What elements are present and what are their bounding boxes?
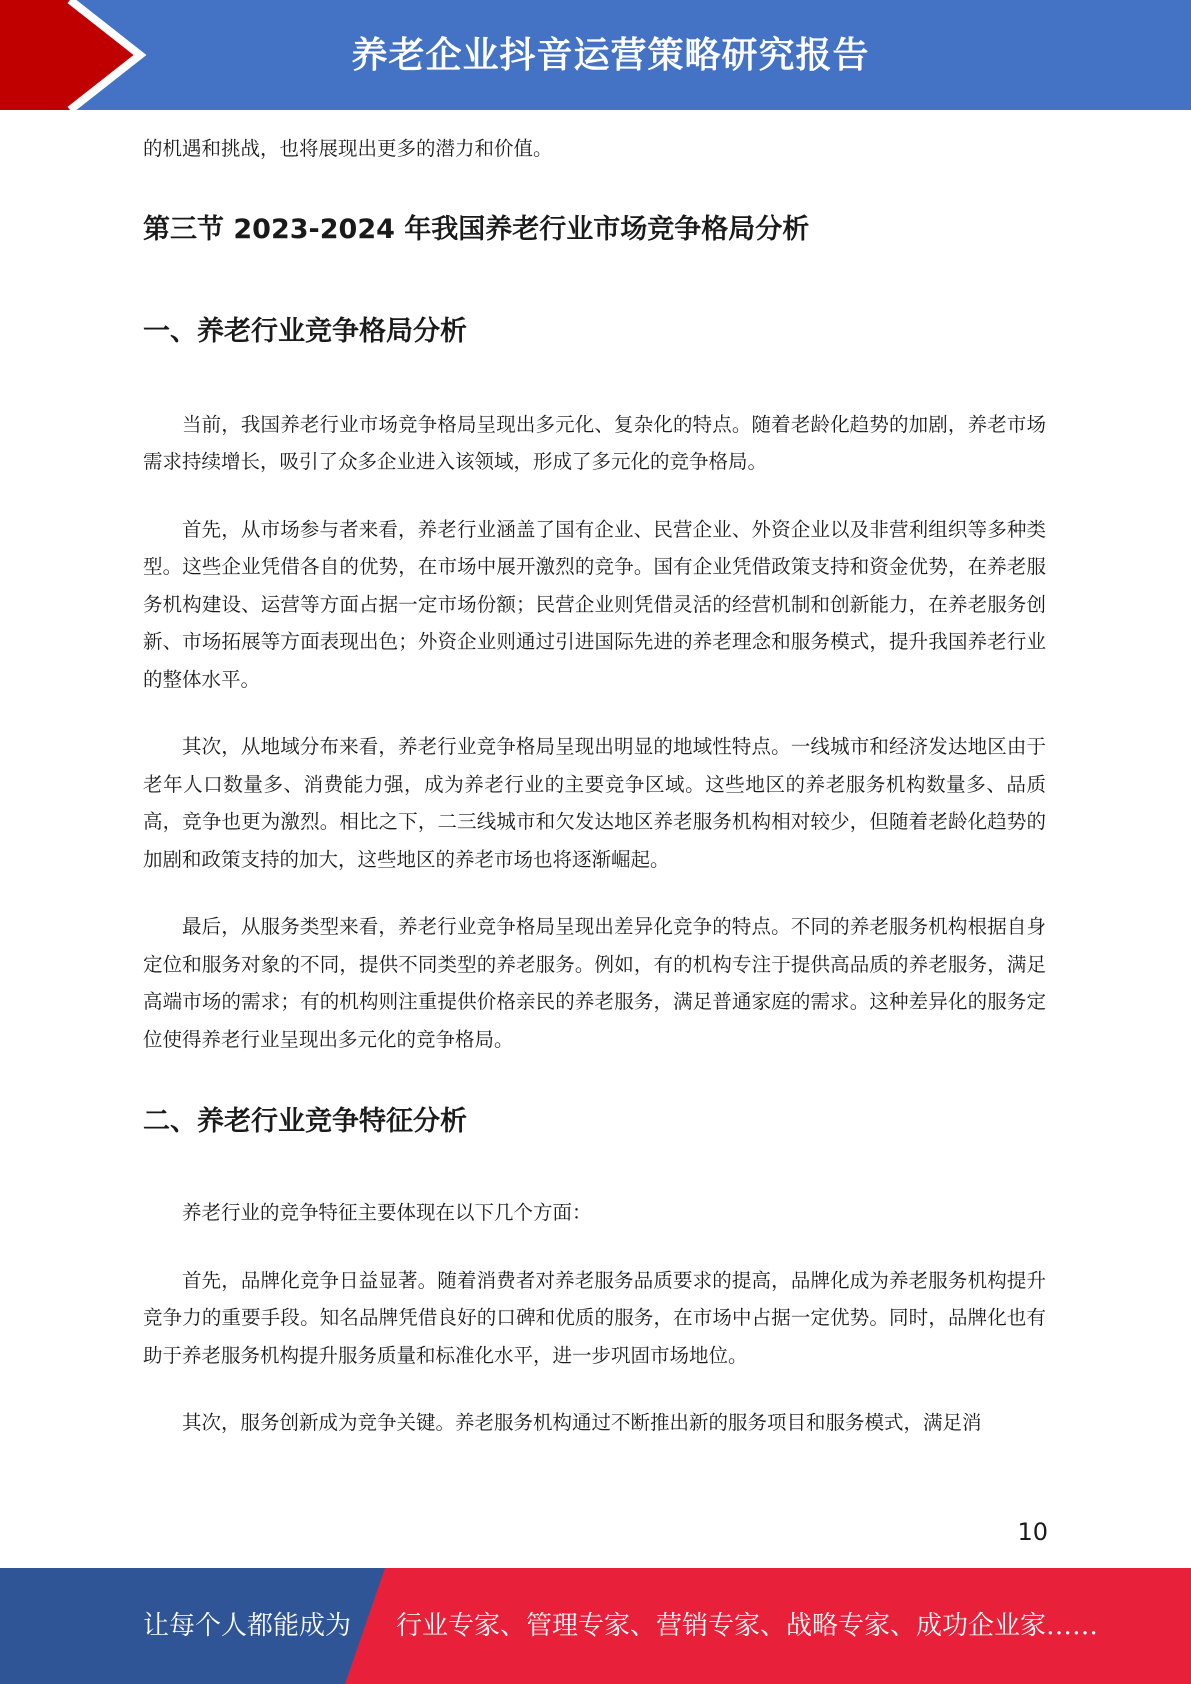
paragraph: 首先，品牌化竞争日益显著。随着消费者对养老服务品质要求的提高，品牌化成为养老服务机构提升竞争力的重要手段。知名品牌凭借良好的口碑和优质的服务，在市场中占据一定优势。同时，品牌化也有助于养老服务机构提升服务质量和标准化水平，进一步巩固市场地位。 xyxy=(143,1268,1046,1367)
page-header xyxy=(0,0,1191,110)
page-footer xyxy=(0,1568,1191,1684)
paragraph: 其次，从地域分布来看，养老行业竞争格局呈现出明显的地域性特点。一线城市和经济发达地区由于老年人口数量多、消费能力强，成为养老行业的主要竞争区域。这些地区的养老服务机构数量多、品质高，竞争也更为激烈。相比之下，二三线城市和欠发达地区养老服务机构相对较少，但随着老龄化趋势的加剧和政策支持的加大，这些地区的养老市场也将逐渐崛起。 xyxy=(143,735,1046,871)
heading-competition-landscape: 一、养老行业竞争格局分析 xyxy=(143,315,467,347)
page-content xyxy=(143,130,1046,1442)
paragraph: 首先，从市场参与者来看，养老行业涵盖了国有企业、民营企业、外资企业以及非营利组织等多种类型。这些企业凭借各自的优势，在市场中展开激烈的竞争。国有企业凭借政策支持和资金优势，在养老服务机构建设、运营等方面占据一定市场份额；民营企业则凭借灵活的经营机制和创新能力，在养老服务创新、市场拓展等方面表现出色；外资企业则通过引进国际先进的养老理念和服务模式，提升我国养老行业的整体水平。 xyxy=(143,517,1046,691)
paragraph: 最后，从服务类型来看，养老行业竞争格局呈现出差异化竞争的特点。不同的养老服务机构根据自身定位和服务对象的不同，提供不同类型的养老服务。例如，有的机构专注于提供高品质的养老服务，满足高端市场的需求；有的机构则注重提供价格亲民的养老服务，满足普通家庭的需求。这种差异化的服务定位使得养老行业呈现出多元化的竞争格局。 xyxy=(143,915,1046,1051)
footer-slogan-right: 行业专家、管理专家、营销专家、战略专家、成功企业家…… xyxy=(396,1611,1099,1641)
footer-slogan-left: 让每个人都能成为 xyxy=(143,1611,352,1641)
paragraph: 养老行业的竞争特征主要体现在以下几个方面： xyxy=(182,1201,592,1224)
paragraph: 当前，我国养老行业市场竞争格局呈现出多元化、复杂化的特点。随着老龄化趋势的加剧，养老市场需求持续增长，吸引了众多企业进入该领域，形成了多元化的竞争格局。 xyxy=(143,412,1046,473)
paragraph: 其次，服务创新成为竞争关键。养老服务机构通过不断推出新的服务项目和服务模式，满足消 xyxy=(182,1411,982,1434)
section-title: 第三节 2023-2024 年我国养老行业市场竞争格局分析 xyxy=(143,213,810,245)
heading-competition-features: 二、养老行业竞争特征分析 xyxy=(143,1106,467,1137)
page-number: 10 xyxy=(1017,1518,1048,1546)
report-title: 养老企业抖音运营策略研究报告 xyxy=(351,35,870,76)
intro-tail-paragraph: 的机遇和挑战，也将展现出更多的潜力和价值。 xyxy=(143,137,553,160)
